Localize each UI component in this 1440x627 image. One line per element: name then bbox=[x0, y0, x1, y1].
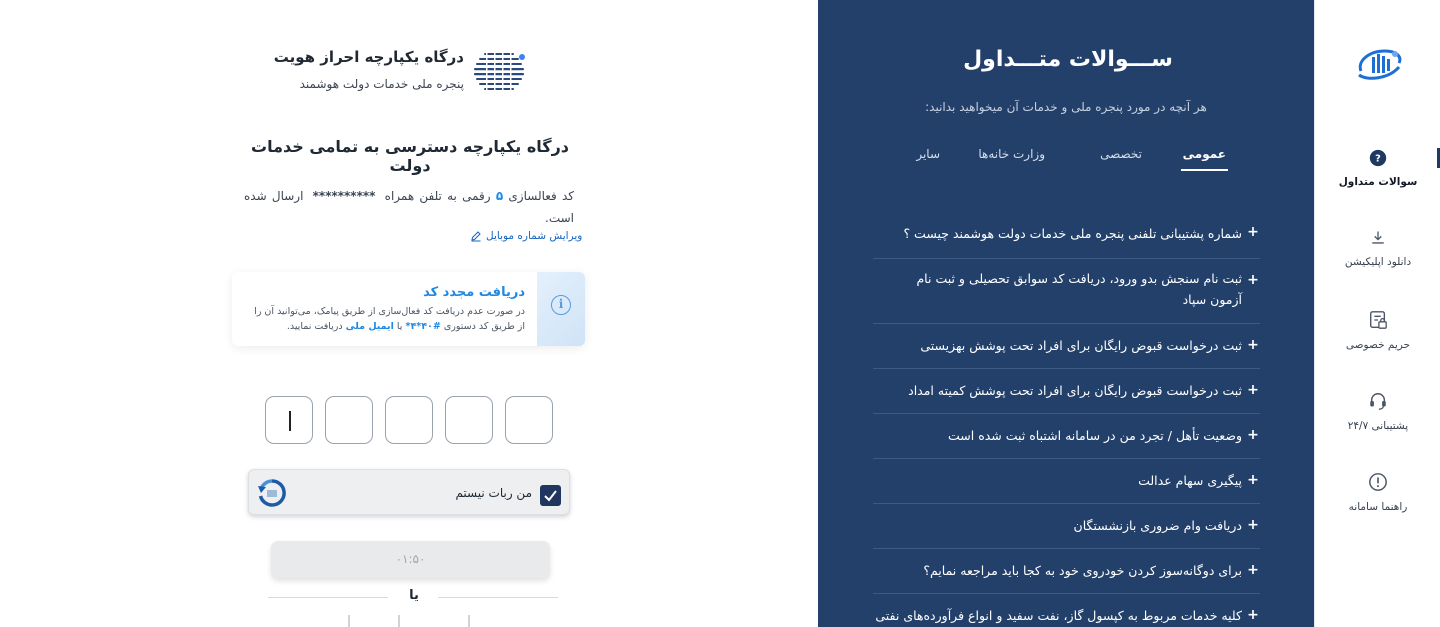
sidebar-item-label: سوالات متداول bbox=[1338, 176, 1418, 188]
resend-code-card bbox=[232, 272, 585, 346]
tab-ministries[interactable]: وزارت خانه‌ها bbox=[978, 147, 1045, 161]
or-label: یا bbox=[409, 588, 419, 603]
resend-desc-part3: دریافت نمایید. bbox=[286, 321, 343, 332]
globe-logo-icon bbox=[474, 48, 528, 96]
logo-subtitle: پنجره ملی خدمات دولت هوشمند bbox=[299, 77, 464, 91]
faq-question: برای دوگانه‌سوز کردن خودروی خود به کجا باید مراجعه نمایم؟ bbox=[923, 563, 1242, 578]
option-edge bbox=[468, 615, 470, 627]
activation-prefix: کد فعالسازی bbox=[508, 189, 575, 203]
site-logo-icon bbox=[1355, 45, 1403, 83]
more-options-edge bbox=[280, 615, 560, 627]
plus-icon: + bbox=[1247, 607, 1259, 623]
plus-icon: + bbox=[1247, 562, 1259, 578]
plus-icon: + bbox=[1247, 427, 1259, 443]
faq-question: پیگیری سهام عدالت bbox=[1138, 473, 1242, 488]
plus-icon: + bbox=[1247, 517, 1259, 533]
faq-item[interactable] bbox=[873, 594, 1260, 627]
otp-digit-input[interactable] bbox=[265, 396, 313, 444]
sidebar-item-guide[interactable] bbox=[1315, 472, 1440, 513]
tab-specialized[interactable]: تخصصی bbox=[1100, 147, 1142, 161]
edit-mobile-link[interactable] bbox=[470, 230, 582, 242]
sidebar-item-label: راهنما سامانه bbox=[1348, 501, 1408, 513]
plus-icon: + bbox=[1247, 337, 1259, 353]
sidebar-item-download-app[interactable] bbox=[1315, 229, 1440, 268]
faq-question: دریافت وام ضروری بازنشستگان bbox=[1073, 518, 1242, 533]
sidebar-item-label: حریم خصوصی bbox=[1345, 339, 1411, 351]
plus-icon: + bbox=[1247, 272, 1259, 288]
question-icon bbox=[1369, 149, 1387, 167]
faq-item[interactable] bbox=[873, 504, 1260, 549]
headset-icon bbox=[1368, 391, 1388, 411]
otp-digit-input[interactable] bbox=[445, 396, 493, 444]
captcha-label: من ربات نیستم bbox=[455, 486, 532, 500]
sidebar-item-label: دانلود اپلیکیشن bbox=[1344, 256, 1412, 268]
option-edge bbox=[348, 615, 350, 627]
faq-item[interactable] bbox=[873, 414, 1260, 459]
faq-item[interactable] bbox=[873, 369, 1260, 414]
divider-line bbox=[268, 597, 388, 598]
right-sidebar bbox=[1314, 0, 1440, 627]
otp-digit-input[interactable] bbox=[385, 396, 433, 444]
otp-digit-input[interactable] bbox=[325, 396, 373, 444]
faq-subtitle: هر آنچه در مورد پنجره ملی و خدمات آن میخواهید بدانید: bbox=[925, 100, 1207, 114]
logo-title: درگاه یکپارچه احراز هویت bbox=[273, 48, 464, 66]
faq-question: ثبت نام سنجش بدو ورود، دریافت کد سوابق تحصیلی و ثبت نام آزمون سپاد bbox=[916, 271, 1242, 307]
sidebar-item-privacy[interactable] bbox=[1315, 310, 1440, 351]
checkmark-icon bbox=[543, 488, 558, 503]
activation-message bbox=[244, 185, 574, 229]
resend-title[interactable]: دریافت مجدد کد bbox=[423, 285, 525, 300]
faq-panel bbox=[818, 0, 1314, 627]
activation-middle: رقمی به تلفن همراه bbox=[384, 189, 491, 203]
recaptcha-icon bbox=[257, 478, 287, 508]
svg-text:?: ? bbox=[1375, 153, 1381, 165]
page-title: درگاه یکپارچه دسترسی به تمامی خدمات دولت bbox=[251, 137, 569, 175]
resend-description bbox=[245, 304, 525, 334]
resend-desc-part2: یا bbox=[396, 321, 403, 332]
option-edge bbox=[398, 615, 400, 627]
sidebar-item-support[interactable] bbox=[1315, 391, 1440, 432]
faq-item[interactable] bbox=[873, 459, 1260, 504]
faq-item[interactable] bbox=[873, 211, 1260, 259]
masked-phone: ********** bbox=[312, 189, 376, 203]
sidebar-item-label: پشتیبانی ۲۴/۷ bbox=[1347, 420, 1409, 432]
divider-line bbox=[438, 597, 558, 598]
faq-tabs bbox=[908, 147, 1228, 173]
faq-question: ثبت درخواست قبوض رایگان برای افراد تحت پوشش کمیته امداد bbox=[908, 383, 1242, 398]
plus-icon: + bbox=[1247, 382, 1259, 398]
faq-title: ســـوالات متـــداول bbox=[963, 47, 1173, 72]
captcha-checkbox[interactable] bbox=[540, 485, 561, 506]
otp-input-group bbox=[265, 396, 555, 444]
faq-question: شماره پشتیبانی تلفنی پنجره ملی خدمات دولت هوشمند چیست ؟ bbox=[903, 226, 1242, 241]
brand-logo bbox=[273, 44, 530, 100]
national-email-link[interactable]: ایمیل ملی bbox=[345, 321, 394, 332]
otp-digit-input[interactable] bbox=[505, 396, 553, 444]
info-icon: i bbox=[551, 295, 571, 315]
plus-icon: + bbox=[1247, 472, 1259, 488]
text-caret bbox=[289, 411, 291, 431]
sidebar-item-faq[interactable] bbox=[1315, 149, 1440, 188]
faq-item[interactable] bbox=[873, 324, 1260, 369]
info-icon bbox=[1368, 472, 1388, 492]
faq-item[interactable] bbox=[873, 259, 1260, 324]
ussd-code: #۴۰*۴* bbox=[405, 321, 441, 332]
tab-other[interactable]: سایر bbox=[916, 147, 940, 161]
faq-question: کلیه خدمات مربوط به کپسول گاز، نفت سفید و انواع فرآورده‌های نفتی bbox=[875, 608, 1242, 623]
or-divider bbox=[268, 587, 558, 607]
privacy-icon bbox=[1368, 310, 1388, 330]
submit-timer-button[interactable]: ۰۱:۵۰ bbox=[271, 541, 550, 578]
pencil-icon bbox=[470, 230, 482, 242]
captcha-widget bbox=[248, 469, 570, 515]
faq-item[interactable] bbox=[873, 549, 1260, 594]
plus-icon: + bbox=[1247, 224, 1259, 240]
faq-question: ثبت درخواست قبوض رایگان برای افراد تحت پوشش بهزیستی bbox=[920, 338, 1242, 353]
faq-list bbox=[873, 211, 1260, 627]
edit-mobile-label: ویرایش شماره موبایل bbox=[486, 230, 583, 242]
activation-suffix: ارسال شده است. bbox=[244, 189, 574, 225]
resend-desc-part1: در صورت عدم دریافت کد فعال‌سازی از طریق پیامک، می‌توانید آن را از طریق کد دستوری bbox=[254, 306, 525, 332]
activation-digit-count: ۵ bbox=[495, 189, 504, 203]
faq-question: وضعیت تأهل / تجرد من در سامانه اشتباه ثبت شده است bbox=[948, 428, 1242, 443]
tab-general[interactable]: عمومی bbox=[1181, 147, 1228, 171]
download-icon bbox=[1369, 229, 1387, 247]
